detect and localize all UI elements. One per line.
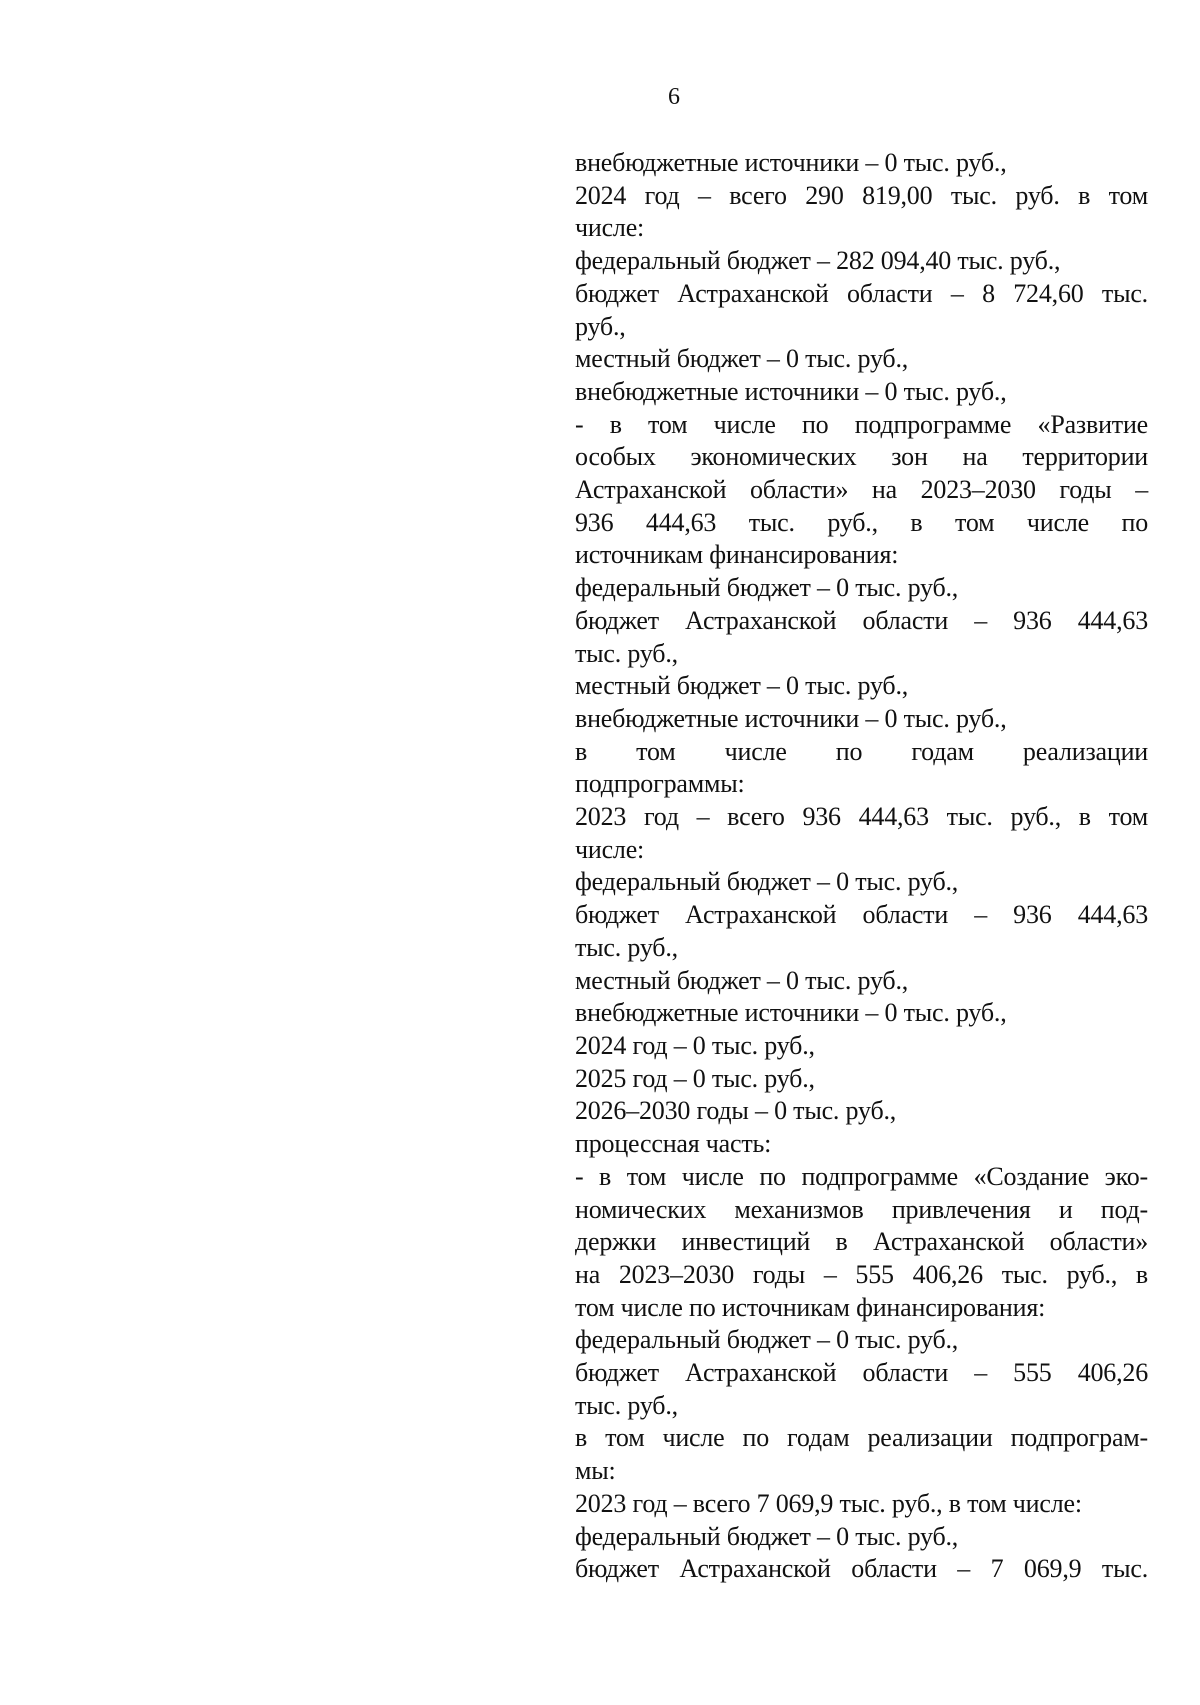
- text-line: местный бюджет – 0 тыс. руб.,: [575, 344, 909, 374]
- text-line: - в том числе по подпрограмме «Развитие: [575, 409, 1148, 439]
- text-line: 2024 год – всего 290 819,00 тыс. руб. в том: [575, 180, 1148, 210]
- text-line: федеральный бюджет – 0 тыс. руб.,: [575, 1521, 959, 1551]
- text-line: федеральный бюджет – 0 тыс. руб.,: [575, 1325, 959, 1355]
- text-line: мы:: [575, 1456, 616, 1486]
- text-line: в том числе по годам реализации подпрограм-: [575, 1423, 1148, 1453]
- text-line: федеральный бюджет – 282 094,40 тыс. руб.,: [575, 246, 1061, 276]
- text-line: бюджет Астраханской области – 936 444,63: [575, 900, 1148, 930]
- text-line: федеральный бюджет – 0 тыс. руб.,: [575, 573, 959, 603]
- text-line: внебюджетные источники – 0 тыс. руб.,: [575, 148, 1007, 177]
- text-line: тыс. руб.,: [575, 1390, 678, 1420]
- text-line: в том числе по годам реализации: [575, 736, 1148, 766]
- text-line: 936 444,63 тыс. руб., в том числе по: [575, 507, 1148, 537]
- text-line: номических механизмов привлечения и под-: [575, 1194, 1148, 1224]
- text-line: особых экономических зон на территории: [575, 442, 1148, 472]
- text-line: федеральный бюджет – 0 тыс. руб.,: [575, 867, 959, 897]
- text-line: бюджет Астраханской области – 936 444,63: [575, 605, 1148, 635]
- text-line: внебюджетные источники – 0 тыс. руб.,: [575, 703, 1007, 733]
- text-line: внебюджетные источники – 0 тыс. руб.,: [575, 376, 1007, 406]
- text-line: числе:: [575, 834, 645, 864]
- text-line: 2023 год – всего 936 444,63 тыс. руб., в том: [575, 802, 1148, 832]
- text-line: бюджет Астраханской области – 555 406,26: [575, 1358, 1148, 1388]
- text-line: бюджет Астраханской области – 7 069,9 тыс.: [575, 1554, 1148, 1584]
- page-number: 6: [668, 84, 680, 110]
- text-line: руб.,: [575, 311, 626, 341]
- text-line: Астраханской области» на 2023–2030 годы –: [575, 475, 1148, 505]
- text-line: процессная часть:: [575, 1129, 772, 1159]
- text-line: держки инвестиций в Астраханской области»: [575, 1227, 1148, 1257]
- text-line: 2023 год – всего 7 069,9 тыс. руб., в том числе:: [575, 1488, 1082, 1518]
- text-line: местный бюджет – 0 тыс. руб.,: [575, 671, 909, 701]
- text-line: числе:: [575, 213, 645, 243]
- text-line: - в том числе по подпрограмме «Создание эко-: [575, 1161, 1148, 1191]
- document-body: [575, 147, 1148, 1586]
- text-line: тыс. руб.,: [575, 638, 678, 668]
- text-line: тыс. руб.,: [575, 932, 678, 962]
- text-line: 2024 год – 0 тыс. руб.,: [575, 1030, 815, 1060]
- text-line: источникам финансирования:: [575, 540, 899, 570]
- text-line: бюджет Астраханской области – 8 724,60 тыс.: [575, 278, 1148, 308]
- text-line: подпрограммы:: [575, 769, 745, 799]
- text-line: местный бюджет – 0 тыс. руб.,: [575, 965, 909, 995]
- text-line: 2026–2030 годы – 0 тыс. руб.,: [575, 1096, 897, 1126]
- text-line: 2025 год – 0 тыс. руб.,: [575, 1063, 815, 1093]
- text-line: том числе по источникам финансирования:: [575, 1292, 1046, 1322]
- text-line: внебюджетные источники – 0 тыс. руб.,: [575, 998, 1007, 1028]
- text-line: на 2023–2030 годы – 555 406,26 тыс. руб., в: [575, 1259, 1148, 1289]
